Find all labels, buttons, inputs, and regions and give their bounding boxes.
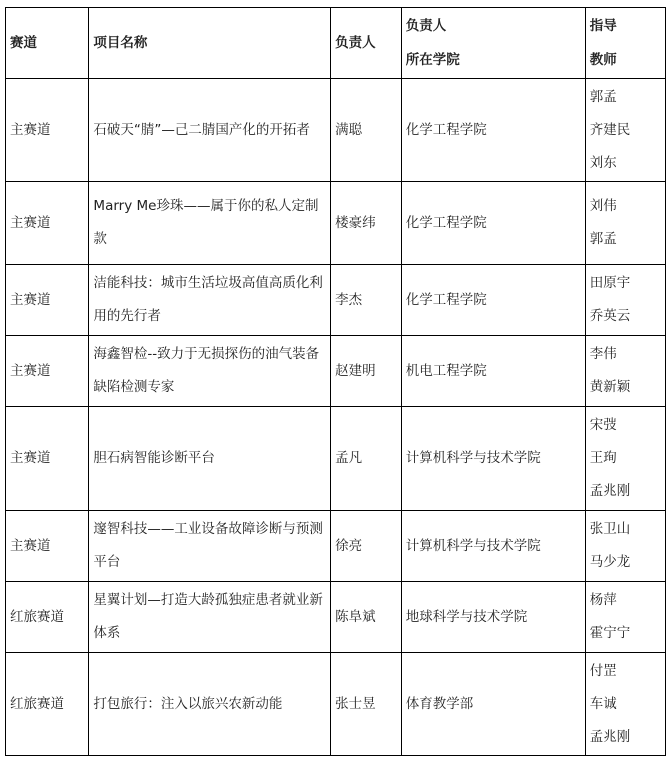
table-row (6, 265, 666, 336)
advisor-name: 霍宁宁 (589, 625, 631, 641)
leader-cell: 孟凡 (331, 407, 402, 511)
college-cell: 计算机科学与技术学院 (401, 407, 585, 511)
project-name-cell: Marry Me珍珠——属于你的私人定制款 (89, 182, 331, 265)
advisor-name: 孟兆刚 (589, 483, 631, 499)
track-cell: 主赛道 (6, 407, 89, 511)
advisors-cell (585, 653, 665, 756)
header-college-line1: 负责人 (405, 18, 447, 34)
track-cell: 主赛道 (6, 511, 89, 582)
header-advisor-line2: 教师 (589, 52, 617, 68)
project-name-cell: 石破天“腈”—己二腈国产化的开拓者 (89, 79, 331, 182)
leader-cell: 徐亮 (331, 511, 402, 582)
advisor-name: 付罡 (589, 662, 617, 679)
leader-cell: 李杰 (331, 265, 402, 336)
advisor-name: 郭孟 (589, 231, 617, 247)
leader-cell: 陈阜斌 (331, 582, 402, 653)
advisor-name: 田原宇 (589, 275, 631, 291)
advisor-name: 宋弢 (589, 417, 617, 433)
advisor-name: 乔英云 (589, 308, 631, 324)
advisor-name: 孟兆刚 (589, 728, 631, 745)
college-cell: 地球科学与技术学院 (401, 582, 585, 653)
track-cell: 红旅赛道 (6, 582, 89, 653)
table-row (6, 336, 666, 407)
leader-cell: 赵建明 (331, 336, 402, 407)
college-cell: 化学工程学院 (401, 79, 585, 182)
track-cell: 主赛道 (6, 336, 89, 407)
project-name-cell: 打包旅行：注入以旅兴农新动能 (89, 653, 331, 756)
advisors-cell (585, 265, 665, 336)
header-college-line2: 所在学院 (405, 52, 460, 68)
project-name-cell: 海鑫智检--致力于无损探伤的油气装备缺陷检测专家 (89, 336, 331, 407)
college-cell: 体育教学部 (401, 653, 585, 756)
advisors-cell (585, 336, 665, 407)
advisor-name: 王珣 (589, 450, 617, 466)
advisor-name: 张卫山 (589, 521, 631, 537)
college-cell: 机电工程学院 (401, 336, 585, 407)
project-name-cell: 邃智科技——工业设备故障诊断与预测平台 (89, 511, 331, 582)
track-cell: 红旅赛道 (6, 653, 89, 756)
table-row (6, 653, 666, 756)
college-cell: 计算机科学与技术学院 (401, 511, 585, 582)
advisors-cell (585, 511, 665, 582)
leader-cell: 张士昱 (331, 653, 402, 756)
advisor-name: 李伟 (589, 346, 617, 362)
leader-cell: 楼豪纬 (331, 182, 402, 265)
college-cell: 化学工程学院 (401, 265, 585, 336)
advisors-cell (585, 582, 665, 653)
advisor-name: 刘东 (589, 154, 617, 171)
table-row (6, 407, 666, 511)
header-advisor-line1: 指导 (589, 18, 617, 34)
college-cell: 化学工程学院 (401, 182, 585, 265)
table-row (6, 79, 666, 182)
header-leader: 负责人 (331, 8, 402, 79)
track-cell: 主赛道 (6, 182, 89, 265)
track-cell: 主赛道 (6, 265, 89, 336)
project-name-cell: 洁能科技：城市生活垃圾高值高质化利用的先行者 (89, 265, 331, 336)
header-college (401, 8, 585, 79)
header-advisor (585, 8, 665, 79)
advisor-name: 黄新颖 (589, 379, 631, 395)
project-name-cell: 胆石病智能诊断平台 (89, 407, 331, 511)
table-row (6, 182, 666, 265)
header-row (6, 8, 666, 79)
advisor-name: 车诚 (589, 695, 617, 712)
project-name-cell: 星翼计划—打造大龄孤独症患者就业新体系 (89, 582, 331, 653)
advisor-name: 齐建民 (589, 121, 631, 138)
leader-cell: 满聪 (331, 79, 402, 182)
track-cell: 主赛道 (6, 79, 89, 182)
advisors-cell (585, 79, 665, 182)
table-row (6, 582, 666, 653)
advisors-cell (585, 182, 665, 265)
table-row (6, 511, 666, 582)
advisors-cell (585, 407, 665, 511)
header-track: 赛道 (6, 8, 89, 79)
project-table (5, 7, 666, 756)
header-project: 项目名称 (89, 8, 331, 79)
advisor-name: 杨萍 (589, 592, 617, 608)
advisor-name: 郭孟 (589, 88, 617, 105)
advisor-name: 刘伟 (589, 198, 617, 214)
advisor-name: 马少龙 (589, 554, 631, 570)
